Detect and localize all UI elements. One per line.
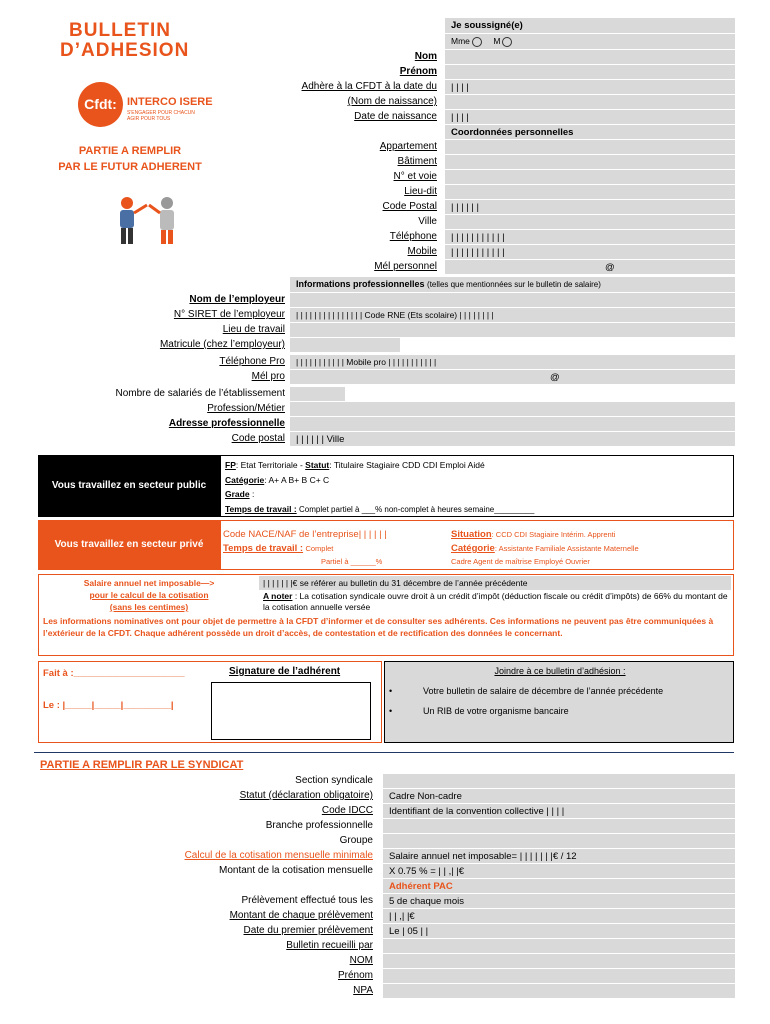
montant-label: Montant de la cotisation mensuelle [219,865,373,876]
m-radio[interactable] [502,37,512,47]
secteur-prive-box [220,520,734,570]
idcc-field[interactable]: Identifiant de la convention collective | | | | [383,804,735,819]
temps-opts[interactable]: Complet partiel à ___% non-complet à heures semaine_________ [299,504,535,514]
date-naissance-label: Date de naissance [354,111,437,122]
bullet-2-icon: • [389,706,393,716]
coord-heading: Coordonnées personnelles [445,125,735,140]
prenom-synd-field[interactable] [383,969,735,984]
calcul-label: Calcul de la cotisation mensuelle minimale [184,850,373,861]
signature-label: Signature de l’adhérent [229,666,341,677]
prive-temps-opts1[interactable]: Complet [305,544,334,553]
fp-opts[interactable]: : Etat Territoriale - [235,460,306,470]
title-line1: BULLETIN [69,20,171,41]
recueilli-label: Bulletin recueilli par [286,940,373,951]
secteur-prive-label: Vous travaillez en secteur privé [38,520,220,570]
joindre-item1: Votre bulletin de salaire de décembre de l’année précédente [423,686,664,696]
appartement-field[interactable] [445,140,735,155]
montant-prel-field[interactable]: | | ,| |€ [383,909,735,924]
prive-temps-label: Temps de travail : [223,543,304,554]
lieu-dit-field[interactable] [445,185,735,200]
statut-opts[interactable]: : Titulaire Stagiaire CDD CDI Emploi Aidé [329,460,485,470]
adhere-label: Adhère à la CFDT à la date du [301,81,437,92]
joindre-item2: Un RIB de votre organisme bancaire [423,706,569,716]
date-prel-label: Date du premier prélèvement [243,925,373,936]
montant-prel-label: Montant de chaque prélèvement [229,910,373,921]
cp-pro-label: Code postal [231,433,285,444]
temps-row [225,502,729,518]
pac-field: Adhérent PAC [383,879,735,894]
code-postal-field[interactable]: | | | | | | [445,200,735,215]
categorie-label: Catégorie [225,474,265,485]
nom-naissance-field[interactable] [445,95,735,110]
groupe-label: Groupe [339,835,373,846]
logo-tagline: S'ENGAGER POUR CHACUN AGIR POUR TOUS [127,110,195,122]
voie-field[interactable] [445,170,735,185]
joindre-box [384,661,734,743]
fait-field[interactable]: Fait à :_____________________ [43,668,185,679]
date-naissance-field[interactable]: | | | | [445,110,735,125]
divider [34,752,734,753]
categorie-opts[interactable]: : A+ A B+ B C+ C [264,474,330,485]
nom-label: Nom [414,51,437,62]
title-line2: D’ADHESION [60,40,190,61]
mobile-label: Mobile [407,246,437,257]
statut-synd-value[interactable]: Cadre Non-cadre [389,791,462,802]
calcul-field[interactable]: Salaire annuel net imposable= | | | | | | |€ / 12 [383,849,735,864]
mel-label: Mél personnel [374,261,437,272]
branche-field[interactable] [383,819,735,834]
cp-pro-field[interactable]: | | | | | | Ville [290,432,735,447]
pro-heading-note: (telles que mentionnées sur le bulletin de salaire) [427,280,601,289]
telephone-label: Téléphone [389,231,437,242]
section-field[interactable] [383,774,735,789]
prelevement-field[interactable]: 5 de chaque mois [383,894,735,909]
lieu-travail-label: Lieu de travail [222,324,285,335]
sign-box [38,661,382,743]
fp-label: FP [225,460,236,470]
adresse-pro-field[interactable] [290,417,735,432]
salary-left1: Salaire annuel net imposable—> [83,578,215,588]
mel-pro-field[interactable]: @ [290,370,735,385]
pro-heading-text: Informations professionnelles [296,279,425,289]
people-illustration [105,195,185,250]
signature-area[interactable] [211,682,371,740]
tel-pro-label: Téléphone Pro [219,356,285,367]
profession-field[interactable] [290,402,735,417]
batiment-label: Bâtiment [397,156,437,167]
prenom-label: Prénom [399,66,437,77]
secteur-public-box [220,455,734,517]
situation-label: Situation [451,529,492,540]
nom-employeur-field[interactable] [290,293,735,308]
salary-left2: pour le calcul de la cotisation [89,590,209,600]
secteur-public-label: Vous travaillez en secteur public [38,455,220,517]
soussigne-heading: Je soussigné(e) [445,18,735,34]
note-label: A noter [263,591,293,601]
mme-radio[interactable] [472,37,482,47]
recueilli-field[interactable] [383,939,735,954]
partie-line1: PARTIE A REMPLIR [78,145,182,157]
siret-label: N° SIRET de l’employeur [173,309,285,320]
prenom-field[interactable] [445,65,735,80]
nom-synd-label: NOM [349,955,373,966]
prive-categorie-opts1[interactable]: : Assistante Familiale Assistante Maternelle [494,544,639,553]
montant-field[interactable]: X 0.75 % = | | ,| |€ [383,864,735,879]
grade-row: Grade : [225,489,255,499]
npa-label: NPA [353,985,373,996]
ville-label: Ville [418,216,437,227]
legal-text: Les informations nominatives ont pour objet de permettre à la CFDT d’informer et de consulter ses adhérents. Ces informations ne peuvent pas être communiquées à l’extérieur de la CFDT. Chaque adhérent possède un droit d’accès, de contestation et de rectification des données le concernant. [43,616,714,638]
mel-field[interactable]: @ [445,260,735,275]
mel-pro-label: Mél pro [251,371,285,382]
civilite-row [445,34,735,50]
syndicat-heading: PARTIE A REMPLIR PAR LE SYNDICAT [40,759,244,771]
situation-opts[interactable]: : CCD CDI Stagiaire Intérim. Apprenti [491,530,616,539]
nb-salaries-label: Nombre de salariés de l’établissement [115,388,285,399]
logo-sub: INTERCO ISERE [127,96,213,108]
profession-label: Profession/Métier [207,403,285,414]
nb-salaries-field[interactable] [290,387,345,402]
partie-line2: PAR LE FUTUR ADHERENT [58,161,202,173]
naf-field[interactable]: Code NACE/NAF de l’entreprise| | | | | | [223,529,387,540]
adresse-pro-label: Adresse professionnelle [168,418,285,429]
section-label: Section syndicale [295,775,373,786]
nom-synd-field[interactable] [383,954,735,969]
note-text: : La cotisation syndicale ouvre droit à un crédit d’impôt (déduction fiscale ou crédit d’impôts) de 66% du montant de la cotisation annuelle versée [263,591,728,612]
statut-synd-field[interactable] [383,789,735,804]
salary-left3: (sans les centimes) [109,602,189,612]
bullet-1-icon: • [389,686,393,696]
lieu-travail-field[interactable] [290,323,735,338]
prive-temps [223,543,333,554]
prenom-synd-label: Prénom [337,970,373,981]
m-label: M [493,36,501,46]
adhere-field[interactable]: | | | | [445,80,735,95]
matricule-field[interactable] [290,338,400,353]
nom-employeur-label: Nom de l’employeur [189,294,285,305]
salary-note [259,591,731,613]
logo-text: Cfdt: [84,96,117,112]
idcc-label: Code IDCC [321,805,373,816]
prive-categorie-opts2[interactable]: Cadre Agent de maîtrise Employé Ouvrier [451,557,590,566]
salary-box [38,574,734,656]
le-field[interactable]: Le : |_____|_____|_________| [43,700,174,711]
prelevement-label: Prélèvement effectué tous les [241,895,373,906]
code-postal-label: Code Postal [382,201,437,212]
nom-naissance-label: (Nom de naissance) [347,96,437,107]
nom-field[interactable] [445,50,735,65]
prive-categorie-row [451,543,639,554]
statut-label: Statut [305,460,330,470]
mobile-field[interactable]: | | | | | | | | | | | [445,245,735,260]
tel-pro-field[interactable]: | | | | | | | | | | | Mobile pro | | | | | | | | | | | [290,355,735,370]
pro-heading [290,277,735,293]
temps-label: Temps de travail : [225,503,297,514]
ville-field[interactable] [445,215,735,230]
siret-field[interactable]: | | | | | | | | | | | | | | | Code RNE (Ets scolaire) | | | | | | | | [290,308,735,323]
situation-row [451,529,615,540]
prive-temps-opts2[interactable]: Partiel à ______% [321,557,383,566]
batiment-field[interactable] [445,155,735,170]
npa-field[interactable] [383,984,735,999]
salary-field[interactable]: | | | | | | |€ se référer au bulletin du 31 décembre de l’année précédente [259,576,731,590]
branche-label: Branche professionnelle [265,820,373,831]
joindre-heading: Joindre à ce bulletin d’adhésion : [494,666,626,676]
cfdt-logo [78,82,123,127]
appartement-label: Appartement [379,141,437,152]
categorie-row [225,473,729,488]
fp-row [225,458,729,473]
lieu-dit-label: Lieu-dit [404,186,437,197]
groupe-field[interactable] [383,834,735,849]
grade-label: Grade [225,489,250,499]
matricule-label: Matricule (chez l’employeur) [159,339,285,350]
telephone-field[interactable]: | | | | | | | | | | | [445,230,735,245]
date-prel-field[interactable]: Le | 05 | | [383,924,735,939]
mme-label: Mme [451,36,470,46]
voie-label: N° et voie [393,171,437,182]
prive-categorie-label: Catégorie [451,543,495,554]
statut-synd-label: Statut (déclaration obligatoire) [239,790,373,801]
